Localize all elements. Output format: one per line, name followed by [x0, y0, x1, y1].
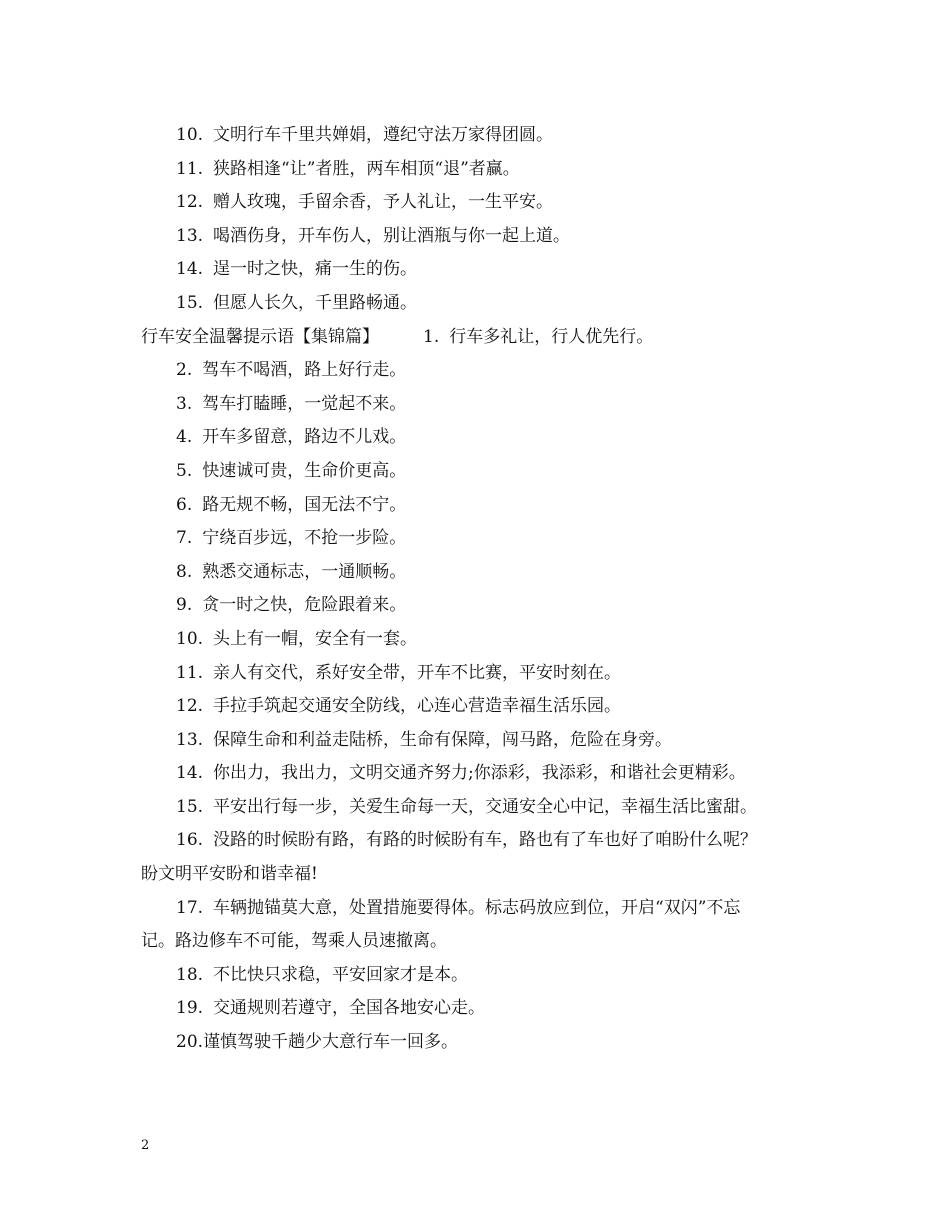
item-text: 车辆抛锚莫大意，处置措施要得体。标志码放应到位，开启“双闪”不忘	[213, 897, 741, 918]
item-text: 20.谨慎驾驶千趟少大意行车一回多。	[176, 1032, 459, 1053]
item-number: 3.	[176, 393, 193, 414]
list-item	[141, 791, 831, 825]
list-item	[141, 153, 831, 187]
item-text: 你出力，我出力，文明交通齐努力;你添彩，我添彩，和谐社会更精彩。	[213, 763, 746, 784]
item-text: 记。路边修车不可能，驾乘人员速撤离。	[141, 931, 447, 952]
item-number: 19.	[176, 998, 204, 1019]
item-number: 5.	[176, 460, 193, 481]
item-number: 10.	[176, 125, 204, 145]
item-number: 14.	[176, 763, 204, 784]
list-item	[141, 186, 831, 220]
item-text: 赠人玫瑰，手留余香，予人礼让，一生平安。	[213, 192, 554, 213]
section-title: 行车安全温馨提示语【集锦篇】	[141, 326, 379, 347]
item-number: 10.	[176, 628, 204, 649]
item-text: 没路的时候盼有路，有路的时候盼有车，路也有了车也好了咱盼什么呢？	[213, 830, 758, 851]
list-item	[141, 757, 831, 791]
page-number: 2	[141, 1138, 150, 1153]
list-item	[141, 589, 831, 623]
item-text: 手拉手筑起交通安全防线，心连心营造幸福生活乐园。	[213, 696, 622, 717]
item-text: 但愿人长久，千里路畅通。	[213, 292, 418, 313]
item-number: 15.	[176, 796, 204, 817]
item-text: 文明行车千里共婵娟，遵纪守法万家得团圆。	[213, 125, 554, 145]
item-text: 狭路相逢“让”者胜，两车相顶“退”者赢。	[213, 158, 520, 179]
item-number: 13.	[176, 225, 204, 246]
item-number: 18.	[176, 964, 204, 985]
list-item	[141, 522, 831, 556]
item-number: 9.	[176, 595, 193, 616]
list-item	[141, 892, 831, 926]
item-text: 保障生命和利益走陆桥，生命有保障，闯马路，危险在身旁。	[213, 729, 673, 750]
item-number: 17.	[176, 897, 204, 918]
item-text: 快速诚可贵，生命价更高。	[202, 460, 407, 481]
list-item	[141, 220, 831, 254]
list-item	[141, 489, 831, 523]
list-item	[141, 992, 831, 1026]
item-text: 驾车打瞌睡，一觉起不来。	[202, 393, 407, 414]
item-text: 熟悉交通标志，一通顺畅。	[202, 561, 407, 582]
item-number: 2.	[176, 360, 193, 381]
document-body	[141, 119, 831, 1060]
list-item	[141, 119, 831, 153]
list-item	[141, 1026, 831, 1060]
item-text: 盼文明平安盼和谐幸福!	[141, 864, 318, 885]
list-item-continuation	[141, 858, 831, 892]
item-number: 8.	[176, 561, 193, 582]
list-item	[141, 287, 831, 321]
item-number: 14.	[176, 259, 204, 280]
item-text: 路无规不畅，国无法不宁。	[202, 494, 407, 515]
item-text: 驾车不喝酒，路上好行走。	[202, 360, 407, 381]
item-text: 喝酒伤身，开车伤人，别让酒瓶与你一起上道。	[213, 225, 571, 246]
item-number: 12.	[176, 192, 204, 213]
item-text: 开车多留意，路边不儿戏。	[202, 427, 407, 448]
list-item	[141, 421, 831, 455]
item-number: 15.	[176, 292, 204, 313]
item-text: 贪一时之快，危险跟着来。	[202, 595, 407, 616]
list-item	[141, 556, 831, 590]
item-text: 交通规则若遵守，全国各地安心走。	[213, 998, 486, 1019]
list-item	[141, 824, 831, 858]
item-text: 逞一时之快，痛一生的伤。	[213, 259, 418, 280]
list-item	[141, 354, 831, 388]
item-text: 平安出行每一步，关爱生命每一天，交通安全心中记，幸福生活比蜜甜。	[213, 796, 758, 817]
item-text: 头上有一帽，安全有一套。	[213, 628, 418, 649]
section-heading-line	[141, 321, 831, 355]
item-text: 行车多礼让，行人优先行。	[449, 326, 654, 347]
item-number: 11.	[176, 662, 204, 683]
item-text: 亲人有交代，系好安全带，开车不比赛，平安时刻在。	[213, 662, 622, 683]
list-item	[141, 690, 831, 724]
list-item	[141, 455, 831, 489]
item-text: 不比快只求稳，平安回家才是本。	[213, 964, 469, 985]
list-item	[141, 657, 831, 691]
item-number: 6.	[176, 494, 193, 515]
item-number: 11.	[176, 158, 204, 179]
item-number: 7.	[176, 528, 193, 549]
item-number: 13.	[176, 729, 204, 750]
list-item	[141, 253, 831, 287]
item-number: 12.	[176, 696, 204, 717]
list-item	[141, 623, 831, 657]
item-number: 1.	[423, 326, 440, 347]
list-item	[141, 388, 831, 422]
item-number: 4.	[176, 427, 193, 448]
item-text: 宁绕百步远，不抢一步险。	[202, 528, 407, 549]
list-item	[141, 724, 831, 758]
list-item-continuation	[141, 925, 831, 959]
item-number: 16.	[176, 830, 204, 851]
list-item	[141, 959, 831, 993]
